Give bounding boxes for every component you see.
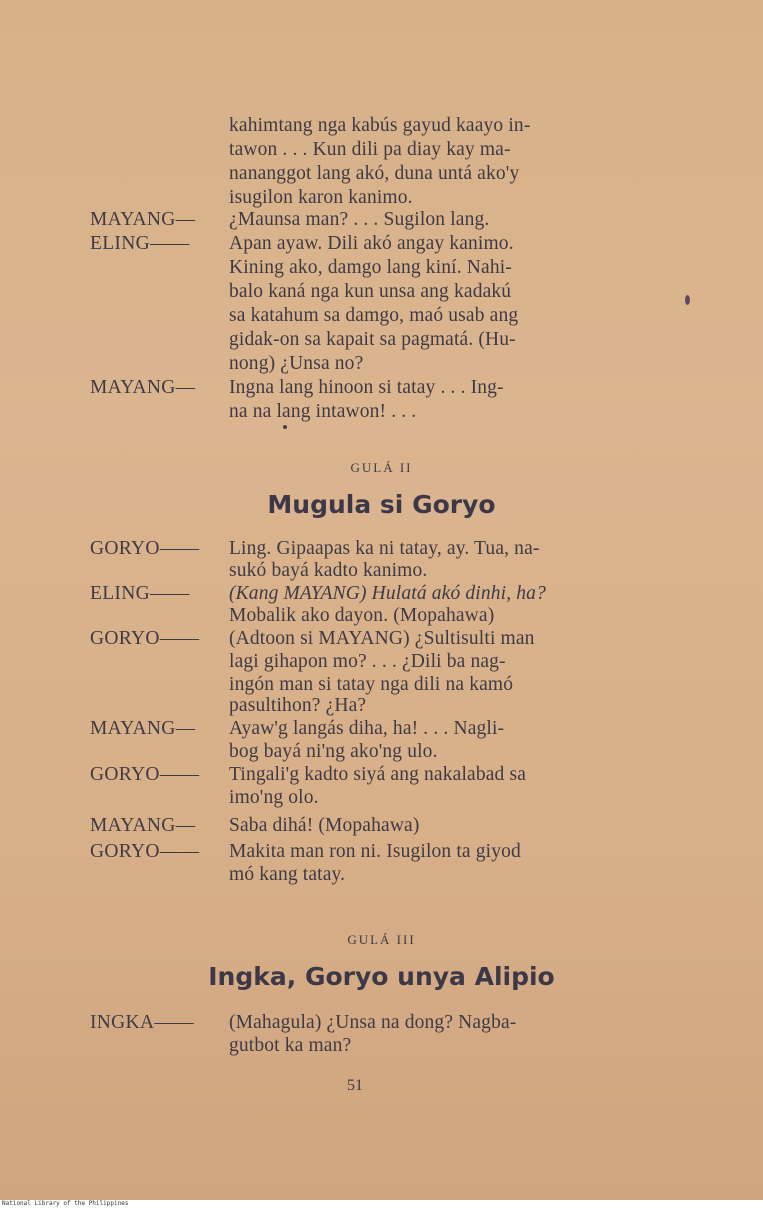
- speaker-mayang: MAYANG—: [90, 815, 196, 836]
- dialogue-line: Makita man ron ni. Isugilon ta giyod: [229, 841, 521, 862]
- scene-label: GULÁ II: [350, 460, 413, 475]
- dialogue-line: gutbot ka man?: [229, 1035, 352, 1056]
- dialogue-line: Tingali'g kadto siyá ang nakalabad sa: [229, 764, 526, 785]
- dialogue-line: Ling. Gipaapas ka ni tatay, ay. Tua, na-: [229, 538, 540, 559]
- speaker-mayang: MAYANG—: [90, 377, 196, 398]
- dialogue-line: pasultihon? ¿Ha?: [229, 695, 367, 716]
- dialogue-line: sukó bayá kadto kanimo.: [229, 560, 428, 581]
- dialogue-line: (Kang MAYANG) Hulatá akó dinhi, ha?: [229, 583, 546, 604]
- intro-line: isugilon karon kanimo.: [229, 187, 413, 208]
- dialogue-line: (Adtoon si MAYANG) ¿Sultisulti man: [229, 628, 535, 649]
- scene-title: Ingka, Goryo unya Alipio: [208, 962, 555, 991]
- dialogue-line: imo'ng olo.: [229, 787, 319, 808]
- ink-blot: [685, 295, 690, 305]
- speaker-goryo: GORYO——: [90, 628, 200, 649]
- speaker-goryo: GORYO——: [90, 841, 200, 862]
- dialogue-line: mó kang tatay.: [229, 864, 346, 885]
- dialogue-line: Ingna lang hinoon si tatay . . . Ing-: [229, 377, 504, 398]
- dialogue-line: Saba dihá! (Mopahawa): [229, 815, 420, 836]
- dialogue-line: ¿Maunsa man? . . . Sugilon lang.: [229, 209, 490, 230]
- dialogue-line: (Mahagula) ¿Unsa na dong? Nagba-: [229, 1012, 517, 1033]
- scene-label: GULÁ III: [347, 932, 416, 947]
- footer-credit: National Library of the Philippines: [2, 1200, 129, 1207]
- speaker-mayang: MAYANG—: [90, 209, 196, 230]
- dialogue-line: nong) ¿Unsa no?: [229, 353, 364, 374]
- speaker-ingka: INGKA——: [90, 1012, 194, 1033]
- speaker-goryo: GORYO——: [90, 538, 200, 559]
- dialogue-line: ingón man si tatay nga dili na kamó: [229, 674, 514, 695]
- dialogue-line: bog bayá ni'ng ako'ng ulo.: [229, 741, 438, 762]
- intro-line: tawon . . . Kun dili pa diay kay ma-: [229, 139, 511, 160]
- speaker-eling: ELING——: [90, 233, 190, 254]
- scene-title: Mugula si Goryo: [267, 490, 496, 519]
- speaker-goryo: GORYO——: [90, 764, 200, 785]
- dialogue-line: gidak-on sa kapait sa pagmatá. (Hu-: [229, 329, 516, 350]
- dialogue-line: Apan ayaw. Dili akó angay kanimo.: [229, 233, 514, 254]
- intro-line: nananggot lang akó, duna untá ako'y: [229, 163, 520, 184]
- dialogue-line: na na lang intawon! . . .: [229, 401, 417, 422]
- ink-speck: [283, 425, 287, 429]
- dialogue-line: sa katahum sa damgo, maó usab ang: [229, 305, 519, 326]
- dialogue-line: Mobalik ako dayon. (Mopahawa): [229, 605, 495, 626]
- dialogue-line: Ayaw'g langás diha, ha! . . . Nagli-: [229, 718, 505, 739]
- speaker-mayang: MAYANG—: [90, 718, 196, 739]
- page-number: 51: [347, 1077, 363, 1094]
- intro-line: kahimtang nga kabús gayud kaayo in-: [229, 115, 531, 136]
- dialogue-line: balo kaná nga kun unsa ang kadakú: [229, 281, 512, 302]
- speaker-eling: ELING——: [90, 583, 190, 604]
- dialogue-line: Kining ako, damgo lang kiní. Nahi-: [229, 257, 512, 278]
- dialogue-line: lagi gihapon mo? . . . ¿Dili ba nag-: [229, 651, 506, 672]
